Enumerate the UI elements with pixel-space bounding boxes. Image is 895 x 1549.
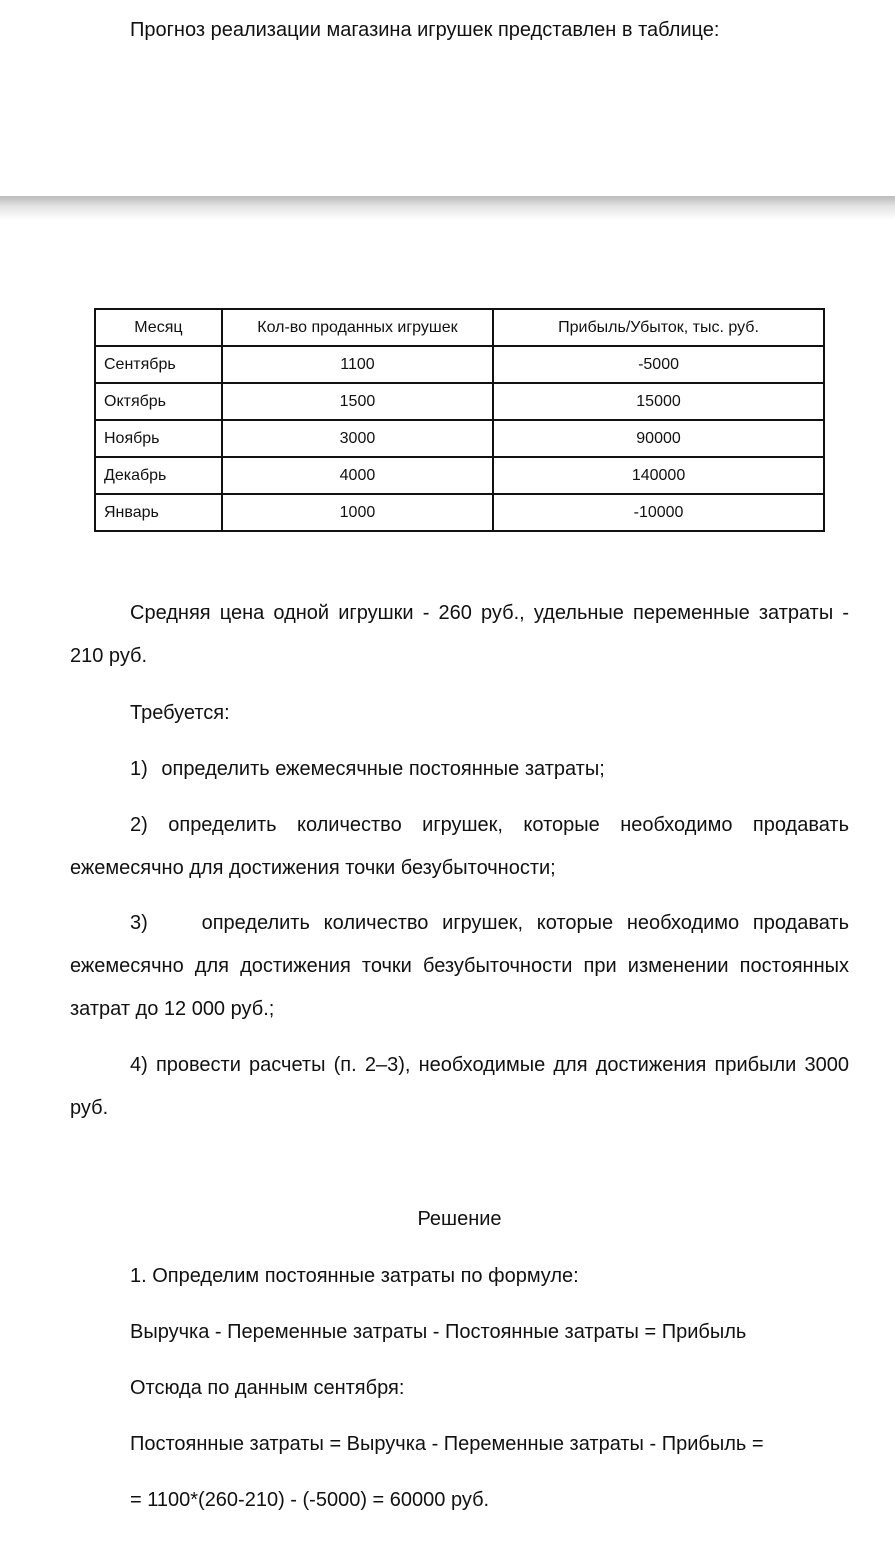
cell-profit: -5000 (493, 346, 824, 383)
table-row (95, 457, 824, 494)
table-header-row (95, 309, 824, 346)
task-item-4: 4) провести расчеты (п. 2–3), необходимые для достижения прибыли 3000 руб. (70, 1054, 849, 1119)
cell-quantity: 3000 (222, 420, 493, 457)
cell-month: Январь (95, 494, 222, 531)
task-item-1 (70, 748, 849, 791)
cell-profit: -10000 (493, 494, 824, 531)
cell-month: Октябрь (95, 383, 222, 420)
intro-text: Прогноз реализации магазина игрушек представлен в таблице: (130, 19, 720, 41)
cell-quantity: 1100 (222, 346, 493, 383)
cell-profit: 15000 (493, 383, 824, 420)
task-item-3-text: определить количество игрушек, которые необходимо продавать ежемесячно для достижения точки безубыточности при изменении постоянных затрат до 12 000 руб.; (70, 912, 849, 1020)
cell-month: Сентябрь (95, 346, 222, 383)
table-row (95, 383, 824, 420)
price-paragraph: Средняя цена одной игрушки - 260 руб., удельные переменные затраты - 210 руб. (70, 602, 849, 667)
cell-quantity: 4000 (222, 457, 493, 494)
task-item-2 (70, 804, 849, 890)
cell-profit: 140000 (493, 457, 824, 494)
header-profit: Прибыль/Убыток, тыс. руб. (493, 309, 824, 346)
task-item-3 (70, 902, 849, 1031)
task-item-2-number: 2) (130, 814, 148, 836)
cell-month: Ноябрь (95, 420, 222, 457)
profit-formula: Выручка - Переменные затраты - Постоянные затраты = Прибыль (130, 1321, 747, 1343)
header-quantity: Кол-во проданных игрушек (222, 309, 493, 346)
calculation-line-2: = 1100*(260-210) - (-5000) = 60000 руб. (130, 1489, 490, 1511)
task-item-2-text: определить количество игрушек, которые необходимо продавать ежемесячно для достижения точки безубыточности; (70, 814, 849, 879)
header-month: Месяц (95, 309, 222, 346)
table-row (95, 494, 824, 531)
page-break-shadow (0, 214, 895, 220)
required-label: Требуется: (130, 702, 230, 724)
cell-quantity: 1000 (222, 494, 493, 531)
solution-heading: Решение (417, 1208, 502, 1230)
cell-quantity: 1500 (222, 383, 493, 420)
task-item-1-number: 1) (130, 758, 148, 780)
task-item-1-text: определить ежемесячные постоянные затраты; (161, 758, 605, 780)
calculation-line-1: Постоянные затраты = Выручка - Переменные затраты - Прибыль = (130, 1433, 764, 1455)
from-september-text: Отсюда по данным сентября: (130, 1377, 405, 1399)
table-row (95, 346, 824, 383)
table-row (95, 420, 824, 457)
page-break-divider (0, 196, 895, 214)
cell-month: Декабрь (95, 457, 222, 494)
task-item-3-number: 3) (130, 912, 148, 934)
sales-forecast-table (94, 308, 825, 532)
solution-step-1: 1. Определим постоянные затраты по формуле: (130, 1265, 579, 1287)
cell-profit: 90000 (493, 420, 824, 457)
